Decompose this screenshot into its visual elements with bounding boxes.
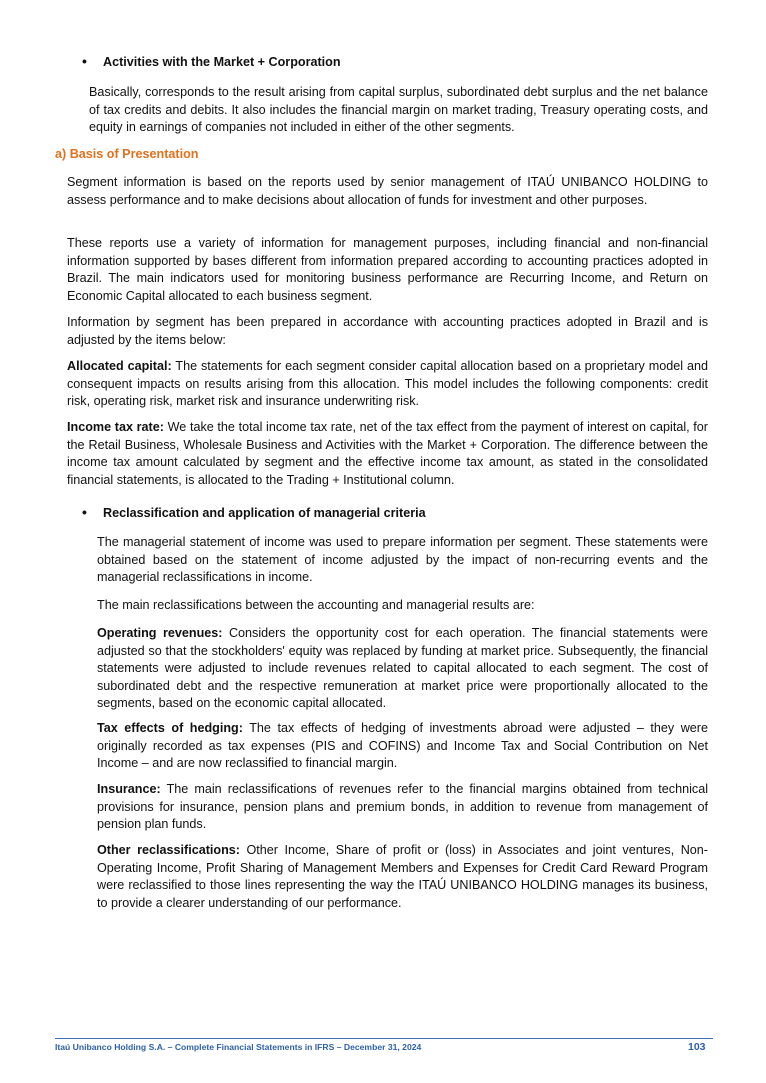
bullet-heading-reclassification — [82, 504, 426, 523]
other-reclassifications-text: Other Income, Share of profit or (loss) in Associates and joint ventures, Non-Operating Income, Profit Sharing of Management Members and Expenses for Credit Card Reward Program were reclassified to those lines representing the way the ITAÚ UNIBANCO HOLDING manages its business, to provide a clearer understanding of our performance. — [97, 843, 708, 910]
bullet-heading-market-corporation — [82, 53, 341, 72]
income-tax-label: Income tax rate: — [67, 420, 164, 434]
bullet-title: Activities with the Market + Corporation — [103, 55, 341, 69]
bullet-dot-icon: • — [82, 53, 87, 69]
insurance-text: The main reclassifications of revenues refer to the financial margins obtained from technical provisions for insurance, pension plans and premium bonds, in addition to revenue from management of pension plan funds. — [97, 782, 708, 831]
other-reclassifications-label: Other reclassifications: — [97, 843, 240, 857]
insurance-label: Insurance: — [97, 782, 161, 796]
bullet-dot-icon: • — [82, 504, 87, 520]
paragraph-reports: These reports use a variety of information for management purposes, including financial and non-financial information supported by bases different from information prepared according to accounting practices adopted in Brazil. The main indicators used for monitoring business performance are Recurring Income, and Return on Economic Capital allocated to each business segment. — [67, 236, 708, 303]
paragraph-segment-info: Segment information is based on the reports used by senior management of ITAÚ UNIBANCO HOLDING to assess performance and to make decisions about allocation of funds for investment and other purposes. — [67, 175, 708, 207]
operating-revenues-text: Considers the opportunity cost for each operation. The financial statements were adjusted so that the stockholders' equity was replaced by funding at market price. Subsequently, the financial statements were adjusted to include revenues related to capital allocated to each segment. The cost of subordinated debt and the respective remuneration at market price were proportionally allocated to the segments, based on the economic capital allocated. — [97, 626, 708, 710]
income-tax-text: We take the total income tax rate, net of the tax effect from the payment of interest on capital, for the Retail Business, Wholesale Business and Activities with the Market + Corporation. The difference between the income tax amount calculated by segment and the effective income tax amount, as stated in the consolidated financial statements, is allocated to the Trading + Institutional column. — [67, 420, 708, 487]
paragraph-income-tax-rate — [67, 419, 708, 489]
hedging-label: Tax effects of hedging: — [97, 721, 243, 735]
allocated-capital-text: The statements for each segment consider capital allocation based on a proprietary model and consequent impacts on results arising from this allocation. This model includes the following components: credit risk, operating risk, market risk and insurance underwriting risk. — [67, 359, 708, 408]
bullet-title: Reclassification and application of managerial criteria — [103, 506, 426, 520]
paragraph-operating-revenues — [97, 625, 708, 713]
paragraph-tax-effects-hedging — [97, 720, 708, 773]
allocated-capital-label: Allocated capital: — [67, 359, 172, 373]
paragraph-info-by-segment: Information by segment has been prepared in accordance with accounting practices adopted in Brazil and is adjusted by the items below: — [67, 315, 708, 347]
paragraph-other-reclassifications — [97, 842, 708, 912]
paragraph-market-corporation: Basically, corresponds to the result arising from capital surplus, subordinated debt surplus and the net balance of tax credits and debits. It also includes the financial margin on market trading, Treasury operating costs, and equity in earnings of companies not included in either of the other segments. — [89, 85, 708, 134]
footer-document-title: Itaú Unibanco Holding S.A. – Complete Financial Statements in IFRS – December 31, 2024 — [55, 1042, 422, 1052]
paragraph-allocated-capital — [67, 358, 708, 411]
paragraph-insurance — [97, 781, 708, 834]
footer-divider — [55, 1038, 713, 1039]
hedging-text: The tax effects of hedging of investments abroad were adjusted – they were originally recorded as tax expenses (PIS and COFINS) and Income Tax and Social Contribution on Net Income – and are now reclassified to financial margin. — [97, 721, 708, 770]
paragraph-main-reclassifications: The main reclassifications between the accounting and managerial results are: — [97, 598, 535, 612]
paragraph-managerial-statement: The managerial statement of income was used to prepare information per segment. These statements were obtained based on the statement of income adjusted by the impact of non-recurring events and the managerial reclassifications in income. — [97, 535, 708, 584]
section-heading-basis: a) Basis of Presentation — [55, 147, 199, 161]
footer-page-number: 103 — [688, 1041, 706, 1053]
operating-revenues-label: Operating revenues: — [97, 626, 223, 640]
